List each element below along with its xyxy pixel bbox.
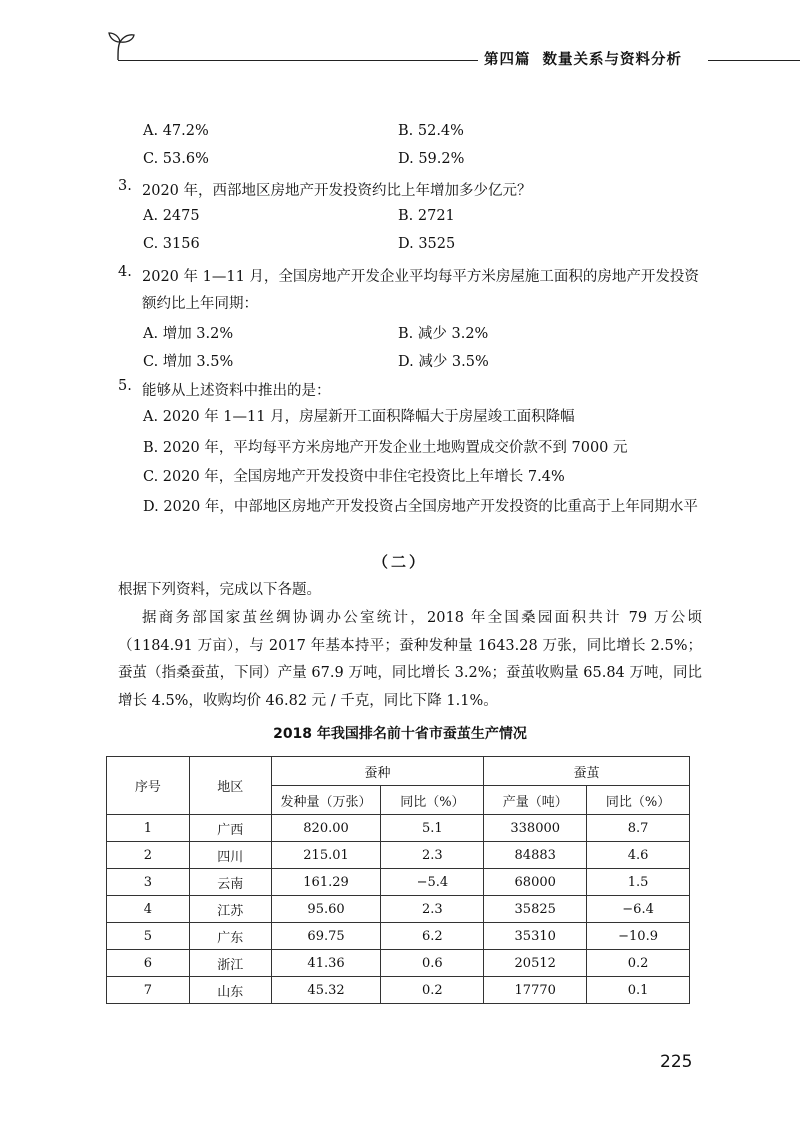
- q4-option-c: C. 增加 3.5%: [143, 354, 234, 370]
- cell-cocoon-qty: 35310: [484, 923, 587, 950]
- q4-options-row1: [143, 322, 703, 342]
- q4-option-a: A. 增加 3.2%: [143, 326, 234, 342]
- table-row: [107, 842, 690, 869]
- cell-region: 四川: [189, 842, 271, 869]
- cell-seed-yoy: −5.4: [381, 869, 484, 896]
- cell-seed-yoy: 2.3: [381, 896, 484, 923]
- cell-cocoon-qty: 17770: [484, 977, 587, 1004]
- cell-cocoon-yoy: 0.2: [587, 950, 690, 977]
- q3-options-row2: [143, 236, 703, 256]
- cocoon-table: [106, 756, 690, 1004]
- q3-options-row1: [143, 208, 703, 228]
- header-seed-yoy: 同比（%）: [381, 786, 484, 815]
- intro-text: 根据下列资料，完成以下各题。: [118, 582, 321, 598]
- cell-index: 1: [107, 815, 190, 842]
- cell-cocoon-qty: 338000: [484, 815, 587, 842]
- header-cocoon-qty: 产量（吨）: [484, 786, 587, 815]
- cell-cocoon-yoy: 4.6: [587, 842, 690, 869]
- cell-cocoon-yoy: 8.7: [587, 815, 690, 842]
- q5-option-b: B. 2020 年，平均每平方米房地产开发企业土地购置成交价款不到 7000 元: [143, 440, 628, 456]
- cell-seed-qty: 820.00: [271, 815, 381, 842]
- cell-cocoon-qty: 68000: [484, 869, 587, 896]
- q3-option-b: B. 2721: [398, 208, 455, 224]
- header-rule-right: [708, 60, 800, 61]
- table-row: [107, 950, 690, 977]
- cell-cocoon-qty: 35825: [484, 896, 587, 923]
- question-5-number: 5.: [118, 378, 132, 394]
- question-4-number: 4.: [118, 264, 132, 280]
- table-row: [107, 977, 690, 1004]
- cell-cocoon-yoy: −10.9: [587, 923, 690, 950]
- question-4-stem: 2020 年 1—11 月，全国房地产开发企业平均每平方米房屋施工面积的房地产开发投资额约比上年同期：: [142, 269, 699, 312]
- cell-cocoon-qty: 84883: [484, 842, 587, 869]
- q2-option-d: D. 59.2%: [398, 151, 465, 167]
- page-header: [0, 0, 800, 80]
- cell-cocoon-yoy: −6.4: [587, 896, 690, 923]
- q2-option-b: B. 52.4%: [398, 123, 464, 139]
- table-row: [107, 896, 690, 923]
- table-title: 2018 年我国排名前十省市蚕茧生产情况: [273, 726, 527, 742]
- chapter-name: 数量关系与资料分析: [542, 52, 682, 68]
- cell-seed-qty: 95.60: [271, 896, 381, 923]
- q2-options-row1: [143, 123, 703, 143]
- cell-index: 4: [107, 896, 190, 923]
- q5-option-a: A. 2020 年 1—11 月，房屋新开工面积降幅大于房屋竣工面积降幅: [143, 409, 575, 425]
- chapter-title: [484, 48, 682, 69]
- cell-seed-qty: 69.75: [271, 923, 381, 950]
- table-row: [107, 815, 690, 842]
- cell-seed-qty: 215.01: [271, 842, 381, 869]
- q4-option-d: D. 减少 3.5%: [398, 354, 489, 370]
- cell-seed-yoy: 6.2: [381, 923, 484, 950]
- cell-seed-yoy: 2.3: [381, 842, 484, 869]
- cell-index: 5: [107, 923, 190, 950]
- cell-region: 山东: [189, 977, 271, 1004]
- cell-index: 2: [107, 842, 190, 869]
- cell-seed-qty: 161.29: [271, 869, 381, 896]
- header-group-cocoon: 蚕茧: [484, 757, 690, 786]
- cell-index: 6: [107, 950, 190, 977]
- cell-seed-yoy: 5.1: [381, 815, 484, 842]
- header-cocoon-yoy: 同比（%）: [587, 786, 690, 815]
- question-3-stem: 2020 年，西部地区房地产开发投资约比上年增加多少亿元？: [142, 183, 532, 199]
- chapter-section: 第四篇: [484, 52, 531, 68]
- q2-options-row2: [143, 151, 703, 171]
- q5-option-c: C. 2020 年，全国房地产开发投资中非住宅投资比上年增长 7.4%: [143, 469, 565, 485]
- header-seed-qty: 发种量（万张）: [271, 786, 381, 815]
- section-title: （二）: [372, 553, 427, 571]
- passage-text: 据商务部国家茧丝绸协调办公室统计，2018 年全国桑园面积共计 79 万公顷（1184.91 万亩），与 2017 年基本持平；蚕种发种量 1643.28 万张，同比增长 2.5%；蚕茧（指桑蚕茧，下同）产量 67.9 万吨，同比增长 3.2%；蚕茧收购量 65.84 万吨，同比增长 4.5%，收购均价 46.82 元 / 千克，同比下降 1.1%。: [118, 610, 702, 709]
- q3-option-a: A. 2475: [143, 208, 200, 224]
- cell-region: 广东: [189, 923, 271, 950]
- q3-option-c: C. 3156: [143, 236, 200, 252]
- cell-seed-qty: 45.32: [271, 977, 381, 1004]
- cell-cocoon-yoy: 0.1: [587, 977, 690, 1004]
- header-rule-left: [118, 60, 478, 61]
- question-5-stem: 能够从上述资料中推出的是：: [142, 383, 331, 399]
- q4-option-b: B. 减少 3.2%: [398, 326, 489, 342]
- q3-option-d: D. 3525: [398, 236, 456, 252]
- question-3-number: 3.: [118, 178, 132, 194]
- q5-option-d: D. 2020 年，中部地区房地产开发投资占全国房地产开发投资的比重高于上年同期水平: [143, 499, 698, 515]
- sprout-icon: [108, 24, 138, 60]
- cell-region: 江苏: [189, 896, 271, 923]
- cell-region: 广西: [189, 815, 271, 842]
- q2-option-c: C. 53.6%: [143, 151, 209, 167]
- header-region: 地区: [189, 757, 271, 815]
- q4-options-row2: [143, 350, 703, 370]
- table-header-row: [107, 757, 690, 786]
- page-number: 225: [660, 1052, 693, 1072]
- cell-seed-qty: 41.36: [271, 950, 381, 977]
- header-index: 序号: [107, 757, 190, 815]
- table-row: [107, 869, 690, 896]
- cell-seed-yoy: 0.2: [381, 977, 484, 1004]
- cell-cocoon-yoy: 1.5: [587, 869, 690, 896]
- cell-index: 7: [107, 977, 190, 1004]
- cell-region: 云南: [189, 869, 271, 896]
- header-group-seed: 蚕种: [271, 757, 484, 786]
- cell-region: 浙江: [189, 950, 271, 977]
- cell-index: 3: [107, 869, 190, 896]
- q2-option-a: A. 47.2%: [143, 123, 209, 139]
- cell-seed-yoy: 0.6: [381, 950, 484, 977]
- cell-cocoon-qty: 20512: [484, 950, 587, 977]
- table-row: [107, 923, 690, 950]
